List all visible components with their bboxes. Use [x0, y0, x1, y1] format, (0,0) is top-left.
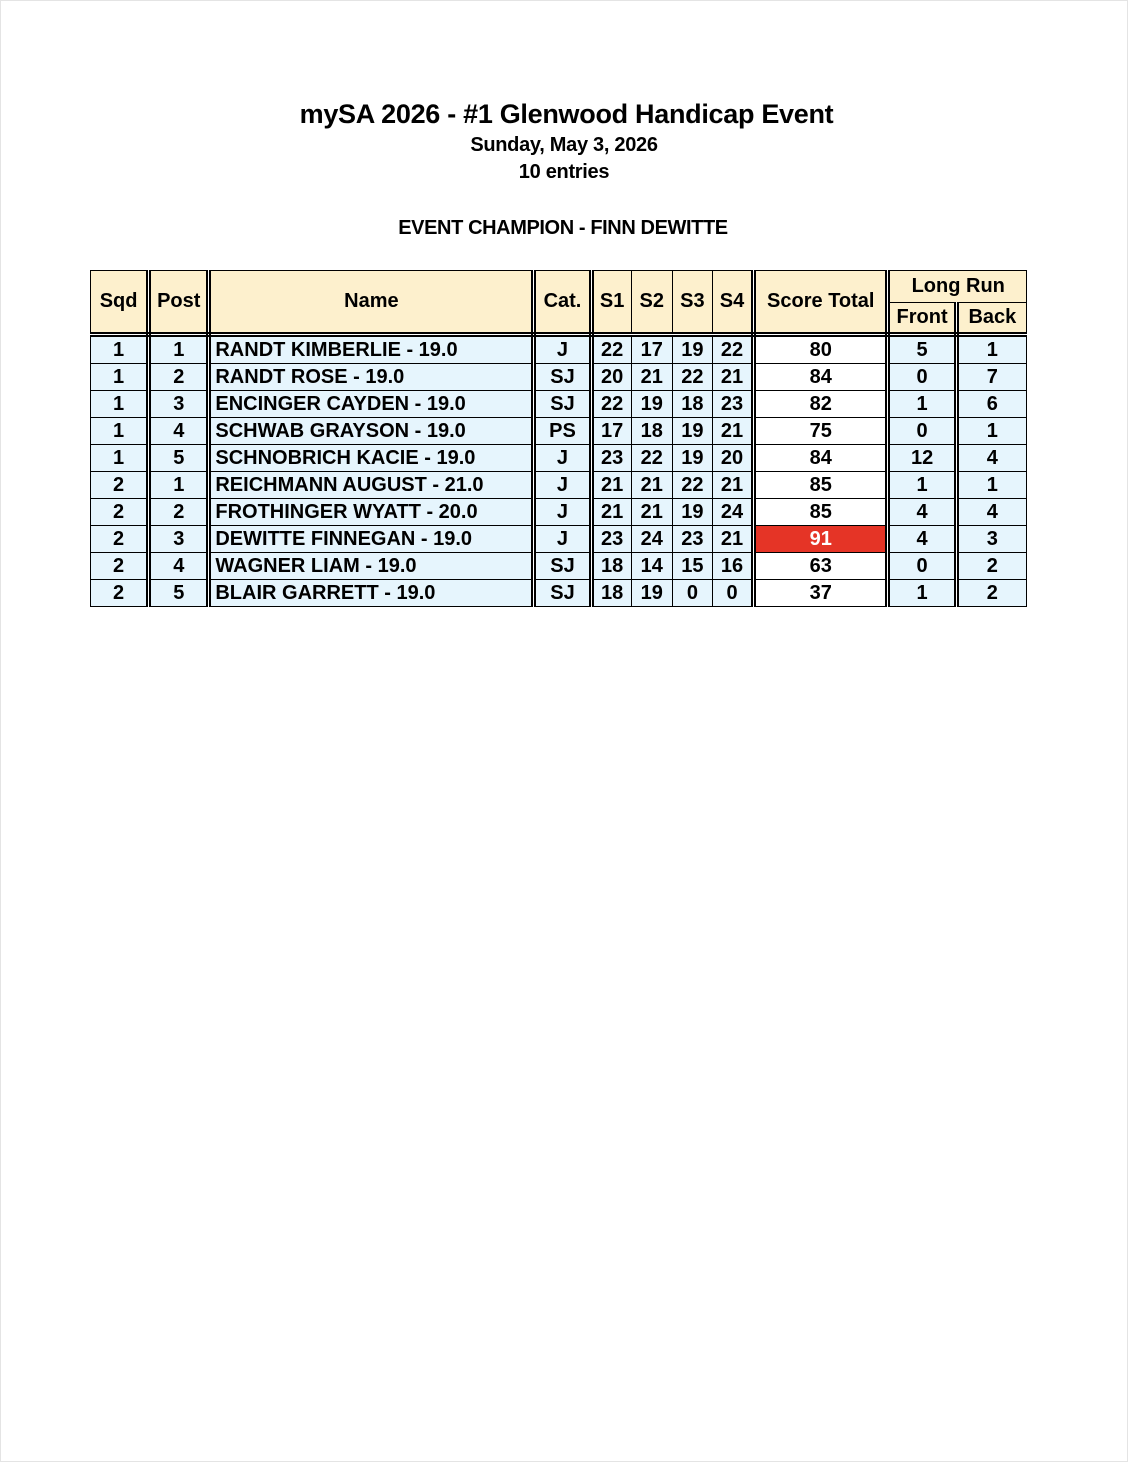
- col-long-run-header: Long Run: [888, 271, 1027, 303]
- cell-long-run-back: 7: [956, 364, 1026, 391]
- cell-s4: 0: [712, 580, 753, 607]
- cell-s2: 17: [631, 335, 672, 364]
- cell-s1: 18: [591, 580, 631, 607]
- cell-s3: 19: [672, 335, 712, 364]
- cell-s2: 24: [631, 526, 672, 553]
- cell-s2: 18: [631, 418, 672, 445]
- cell-s1: 23: [591, 526, 631, 553]
- cell-score-total: 82: [754, 391, 888, 418]
- cell-s1: 17: [591, 418, 631, 445]
- cell-s2: 19: [631, 580, 672, 607]
- cell-cat: SJ: [534, 580, 591, 607]
- cell-name: REICHMANN AUGUST - 21.0: [209, 472, 534, 499]
- cell-long-run-front: 1: [888, 391, 956, 418]
- cell-sqd: 1: [91, 445, 149, 472]
- cell-name: WAGNER LIAM - 19.0: [209, 553, 534, 580]
- cell-cat: J: [534, 445, 591, 472]
- cell-long-run-back: 2: [956, 580, 1026, 607]
- table-row: [91, 335, 1027, 364]
- cell-score-total: 85: [754, 472, 888, 499]
- cell-post: 4: [149, 418, 209, 445]
- cell-s1: 20: [591, 364, 631, 391]
- cell-sqd: 2: [91, 472, 149, 499]
- cell-name: DEWITTE FINNEGAN - 19.0: [209, 526, 534, 553]
- cell-long-run-front: 0: [888, 553, 956, 580]
- table-row: [91, 553, 1027, 580]
- cell-s3: 19: [672, 445, 712, 472]
- table-row: [91, 445, 1027, 472]
- cell-sqd: 1: [91, 335, 149, 364]
- cell-s1: 23: [591, 445, 631, 472]
- cell-long-run-back: 6: [956, 391, 1026, 418]
- table-row: [91, 526, 1027, 553]
- cell-long-run-front: 0: [888, 418, 956, 445]
- cell-name: FROTHINGER WYATT - 20.0: [209, 499, 534, 526]
- cell-s4: 21: [712, 472, 753, 499]
- cell-s4: 21: [712, 364, 753, 391]
- col-s1-header: S1: [591, 271, 631, 335]
- cell-s4: 21: [712, 526, 753, 553]
- cell-s2: 21: [631, 499, 672, 526]
- results-table: [90, 270, 1027, 607]
- col-name-header: Name: [209, 271, 534, 335]
- cell-post: 4: [149, 553, 209, 580]
- cell-long-run-front: 12: [888, 445, 956, 472]
- cell-s2: 21: [631, 472, 672, 499]
- cell-s3: 19: [672, 418, 712, 445]
- cell-long-run-front: 1: [888, 472, 956, 499]
- cell-s1: 21: [591, 499, 631, 526]
- cell-name: SCHNOBRICH KACIE - 19.0: [209, 445, 534, 472]
- cell-long-run-back: 3: [956, 526, 1026, 553]
- cell-long-run-front: 1: [888, 580, 956, 607]
- table-row: [91, 499, 1027, 526]
- col-cat-header: Cat.: [534, 271, 591, 335]
- cell-s4: 20: [712, 445, 753, 472]
- cell-s3: 18: [672, 391, 712, 418]
- cell-cat: SJ: [534, 553, 591, 580]
- cell-long-run-back: 1: [956, 472, 1026, 499]
- event-title: mySA 2026 - #1 Glenwood Handicap Event: [299, 99, 834, 129]
- cell-s3: 23: [672, 526, 712, 553]
- cell-sqd: 2: [91, 526, 149, 553]
- cell-sqd: 1: [91, 391, 149, 418]
- cell-s2: 21: [631, 364, 672, 391]
- cell-score-total: 37: [754, 580, 888, 607]
- cell-long-run-front: 4: [888, 499, 956, 526]
- cell-score-total: 80: [754, 335, 888, 364]
- cell-s4: 16: [712, 553, 753, 580]
- table-row: [91, 472, 1027, 499]
- event-champion: EVENT CHAMPION - FINN DEWITTE: [398, 217, 728, 239]
- cell-long-run-back: 2: [956, 553, 1026, 580]
- cell-cat: J: [534, 526, 591, 553]
- cell-s4: 23: [712, 391, 753, 418]
- col-back-header: Back: [956, 303, 1026, 335]
- cell-post: 2: [149, 499, 209, 526]
- cell-long-run-front: 5: [888, 335, 956, 364]
- cell-s4: 21: [712, 418, 753, 445]
- cell-s4: 24: [712, 499, 753, 526]
- cell-cat: J: [534, 335, 591, 364]
- cell-sqd: 2: [91, 499, 149, 526]
- cell-s1: 21: [591, 472, 631, 499]
- table-row: [91, 418, 1027, 445]
- cell-name: BLAIR GARRETT - 19.0: [209, 580, 534, 607]
- cell-long-run-front: 0: [888, 364, 956, 391]
- table-row: [91, 580, 1027, 607]
- cell-score-total: 91: [754, 526, 888, 553]
- cell-sqd: 2: [91, 580, 149, 607]
- col-post-header: Post: [149, 271, 209, 335]
- cell-post: 1: [149, 472, 209, 499]
- col-total-header: Score Total: [754, 271, 888, 335]
- event-date: Sunday, May 3, 2026: [470, 134, 658, 156]
- cell-long-run-back: 1: [956, 335, 1026, 364]
- cell-s1: 18: [591, 553, 631, 580]
- cell-score-total: 85: [754, 499, 888, 526]
- cell-long-run-back: 4: [956, 499, 1026, 526]
- entry-count: 10 entries: [518, 161, 610, 183]
- cell-s3: 0: [672, 580, 712, 607]
- cell-post: 1: [149, 335, 209, 364]
- cell-s2: 19: [631, 391, 672, 418]
- cell-cat: SJ: [534, 364, 591, 391]
- col-front-header: Front: [888, 303, 956, 335]
- cell-sqd: 1: [91, 364, 149, 391]
- col-sqd-header: Sqd: [91, 271, 149, 335]
- cell-post: 3: [149, 526, 209, 553]
- cell-s1: 22: [591, 391, 631, 418]
- col-s4-header: S4: [712, 271, 753, 335]
- cell-cat: J: [534, 472, 591, 499]
- cell-sqd: 1: [91, 418, 149, 445]
- results-body: [91, 335, 1027, 607]
- cell-score-total: 84: [754, 445, 888, 472]
- cell-score-total: 84: [754, 364, 888, 391]
- cell-s2: 14: [631, 553, 672, 580]
- cell-s3: 19: [672, 499, 712, 526]
- col-s3-header: S3: [672, 271, 712, 335]
- cell-post: 3: [149, 391, 209, 418]
- cell-long-run-front: 4: [888, 526, 956, 553]
- cell-cat: SJ: [534, 391, 591, 418]
- cell-s4: 22: [712, 335, 753, 364]
- cell-sqd: 2: [91, 553, 149, 580]
- table-row: [91, 364, 1027, 391]
- cell-name: RANDT KIMBERLIE - 19.0: [209, 335, 534, 364]
- cell-name: ENCINGER CAYDEN - 19.0: [209, 391, 534, 418]
- cell-name: RANDT ROSE - 19.0: [209, 364, 534, 391]
- cell-s2: 22: [631, 445, 672, 472]
- cell-post: 2: [149, 364, 209, 391]
- col-s2-header: S2: [631, 271, 672, 335]
- cell-long-run-back: 1: [956, 418, 1026, 445]
- cell-score-total: 63: [754, 553, 888, 580]
- cell-s1: 22: [591, 335, 631, 364]
- cell-long-run-back: 4: [956, 445, 1026, 472]
- cell-cat: J: [534, 499, 591, 526]
- cell-s3: 22: [672, 472, 712, 499]
- cell-post: 5: [149, 445, 209, 472]
- cell-post: 5: [149, 580, 209, 607]
- cell-s3: 15: [672, 553, 712, 580]
- header-row: [91, 271, 1027, 303]
- cell-name: SCHWAB GRAYSON - 19.0: [209, 418, 534, 445]
- table-row: [91, 391, 1027, 418]
- cell-s3: 22: [672, 364, 712, 391]
- cell-score-total: 75: [754, 418, 888, 445]
- cell-cat: PS: [534, 418, 591, 445]
